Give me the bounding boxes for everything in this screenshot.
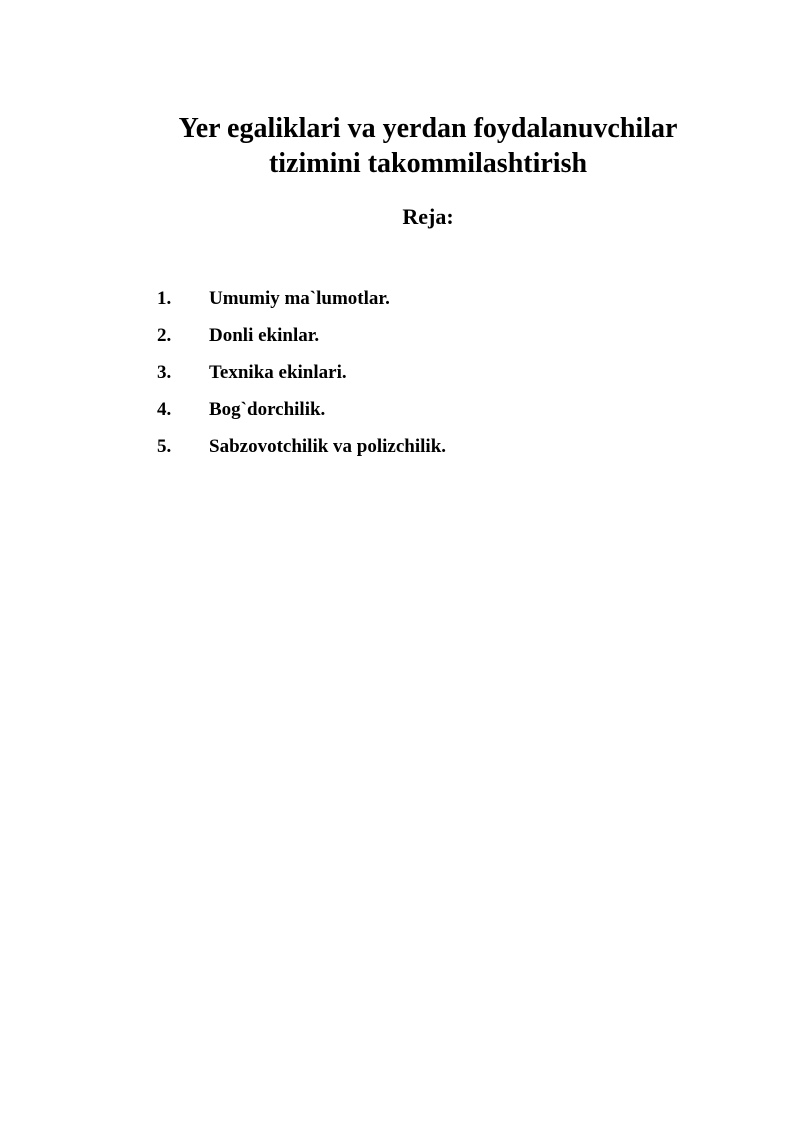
plan-item-text: Donli ekinlar.	[209, 325, 320, 346]
plan-list	[157, 287, 446, 472]
plan-item-text: Umumiy ma`lumotlar.	[209, 288, 390, 309]
plan-item-3	[157, 361, 446, 398]
plan-item-4	[157, 398, 446, 435]
plan-item-2	[157, 324, 446, 361]
plan-item-number: 2.	[157, 325, 172, 346]
plan-heading: Reja:	[402, 204, 454, 229]
document-title	[120, 111, 736, 181]
title-line-1: Yer egaliklari va yerdan foydalanuvchilar	[178, 113, 678, 144]
title-line-2: tizimini takommilashtirish	[268, 148, 588, 179]
plan-item-number: 1.	[157, 288, 172, 309]
plan-item-number: 3.	[157, 362, 172, 383]
plan-item-text: Sabzovotchilik va polizchilik.	[209, 436, 447, 457]
plan-item-text: Bog`dorchilik.	[209, 399, 326, 420]
plan-item-5	[157, 435, 446, 472]
plan-item-text: Texnika ekinlari.	[209, 362, 347, 383]
plan-item-number: 4.	[157, 399, 172, 420]
plan-item-1	[157, 287, 446, 324]
plan-item-number: 5.	[157, 436, 172, 457]
